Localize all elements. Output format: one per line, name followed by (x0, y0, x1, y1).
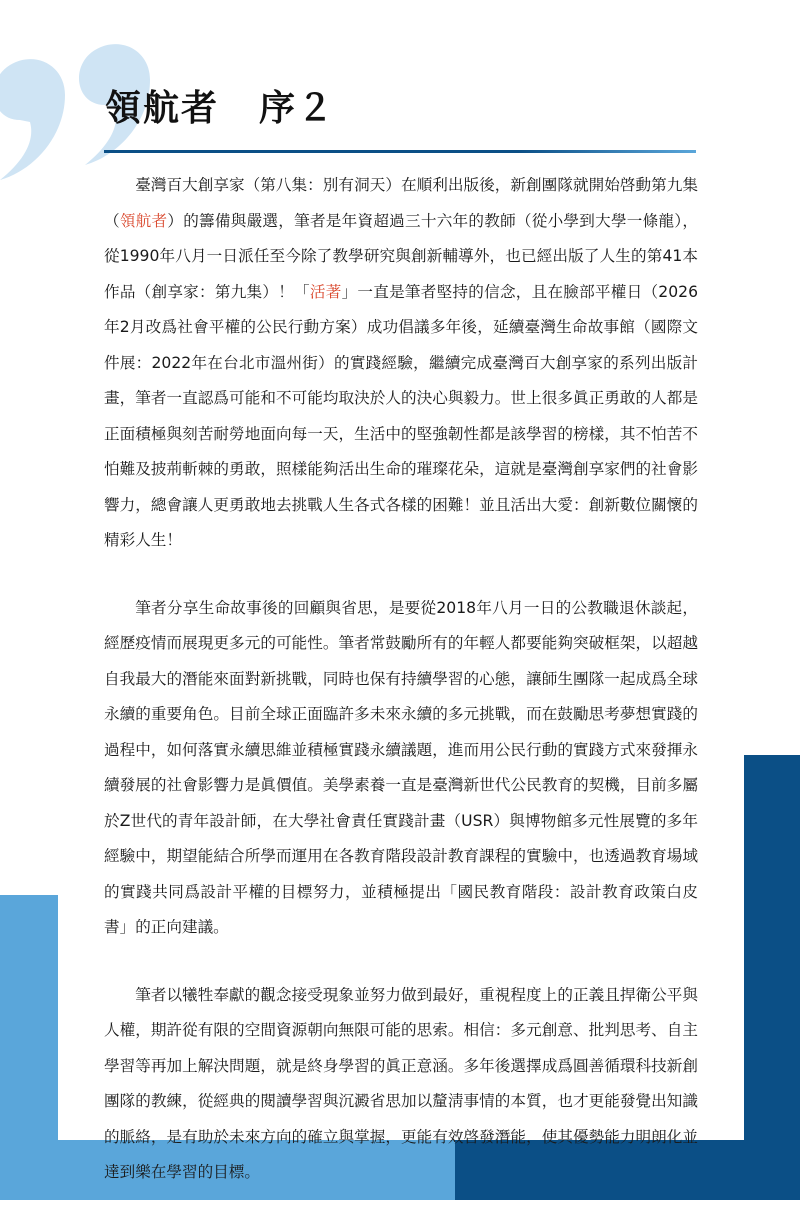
title-sub: 序２ (259, 88, 336, 129)
highlight-navigator: 領航者 (119, 211, 168, 230)
page-title (105, 80, 335, 131)
paragraph-3: 筆者以犧牲奉獻的觀念接受現象並努力做到最好，重視程度上的正義且捍衛公平與人權，期許從有限的空間資源朝向無限可能的思索。相信：多元創意、批判思考、自主學習等再加上解決問題，就是終身學習的眞正意涵。多年後選擇成爲圓善循環科技新創團隊的教練，從經典的閱讀學習與沉澱省思加以釐淸事情的本質，也才更能發覺出知識的脈絡，是有助於未來方向的確立與掌握，更能有效啓發潛能，使其優勢能力明朗化並達到樂在學習的目標。 (104, 985, 698, 1181)
title-divider (104, 150, 696, 153)
paragraph-1: 臺灣百大創享家（第八集：別有洞天）在順利出版後，新創團隊就開始啓動第九集（領航者）的籌備與嚴選，筆者是年資超過三十六年的教師（從小學到大學一條龍），從1990年八月一日派任至今除了教學研究與創新輔導外，也已經出版了人生的第41本作品（創享家：第九集）！「活著」一直是筆者堅持的信念，且在臉部平權日（2026年2月改爲社會平權的公民行動方案）成功倡議多年後，延續臺灣生命故事館（國際文件展：2022年在台北市溫州街）的實踐經驗，繼續完成臺灣百大創享家的系列出版計畫，筆者一直認爲可能和不可能均取決於人的決心與毅力。世上很多眞正勇敢的人都是正面積極與刻苦耐勞地面向每一天，生活中的堅強韌性都是該學習的榜樣，其不怕苦不怕難及披荊斬棘的勇敢，照樣能夠活出生命的璀璨花朵，這就是臺灣創享家們的社會影響力，總會讓人更勇敢地去挑戰人生各式各樣的困難！並且活出大愛：創新數位關懷的精彩人生！ (104, 176, 698, 549)
highlight-alive: 活著 (309, 282, 342, 301)
paragraph-2: 筆者分享生命故事後的回顧與省思，是要從2018年八月一日的公教職退休談起，經歷疫情而展現更多元的可能性。筆者常鼓勵所有的年輕人都要能夠突破框架，以超越自我最大的潛能來面對新挑戰，同時也保有持續學習的心態，讓師生團隊一起成爲全球永續的重要角色。目前全球正面臨許多未來永續的多元挑戰，而在鼓勵思考夢想實踐的過程中，如何落實永續思維並積極實踐永續議題，進而用公民行動的實踐方式來發揮永續發展的社會影響力是眞價值。美學素養一直是臺灣新世代公民教育的契機，目前多屬於Z世代的青年設計師，在大學社會責任實踐計畫（USR）與博物館多元性展覽的多年經驗中，期望能結合所學而運用在各教育階段設計教育課程的實驗中，也透過教育場域的實踐共同爲設計平權的目標努力，並積極提出「國民教育階段：設計教育政策白皮書」的正向建議。 (104, 598, 698, 936)
title-main: 領航者 (105, 88, 220, 129)
body-text (104, 168, 698, 1223)
